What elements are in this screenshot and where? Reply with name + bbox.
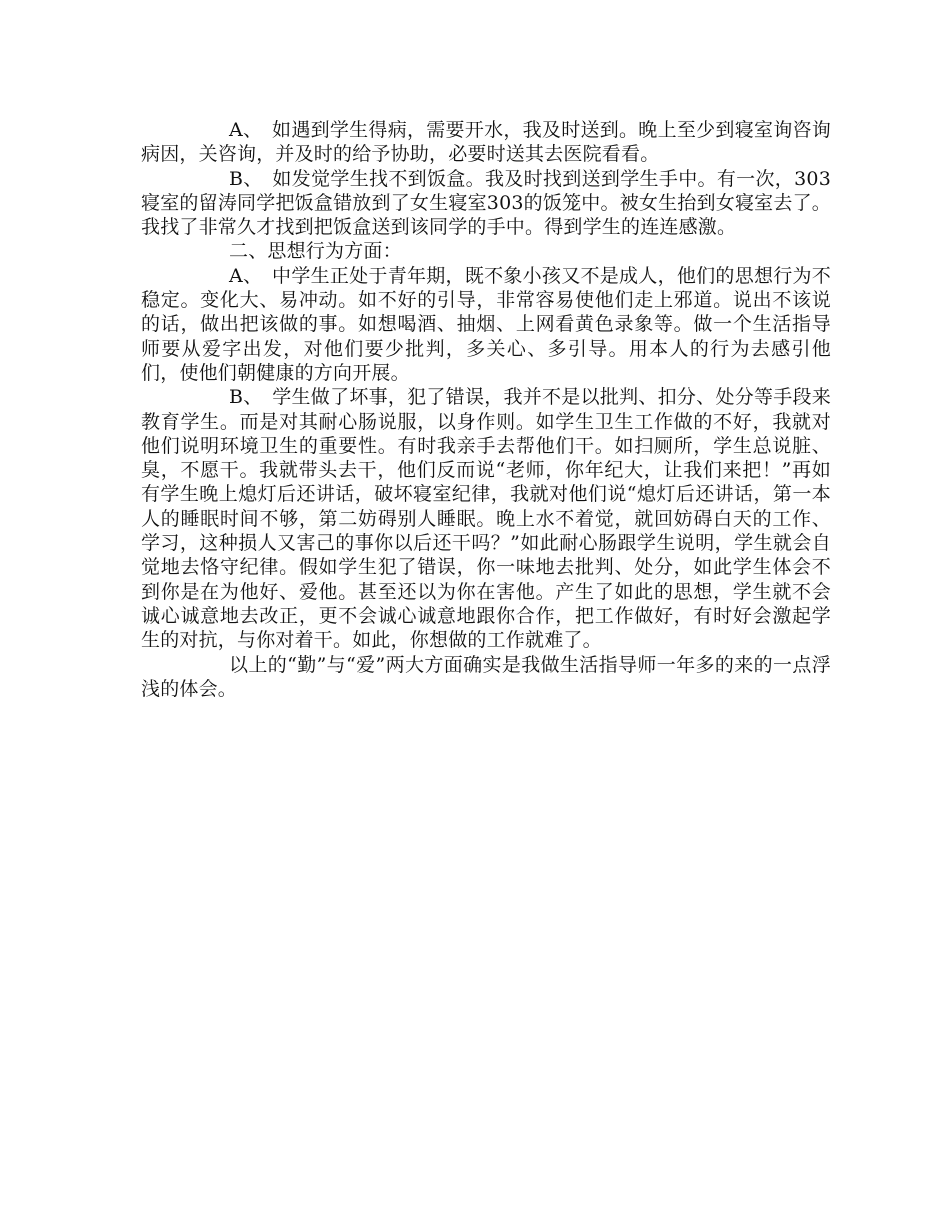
paragraph-conclusion: 以上的“勤”与“爱”两大方面确实是我做生活指导师一年多的来的一点浮浅的体会。	[141, 653, 831, 700]
paragraph-lunch-box: B、 如发觉学生找不到饭盒。我及时找到送到学生手中。有一次，303寝室的留涛同学把饭盒错放到了女生寝室303的饭笼中。被女生抬到女寝室去了。我找了非常久才找到把饭盒送到该同学的手中。得到学生的连连感激。	[141, 167, 831, 239]
paragraph-patient-persuasion: B、 学生做了坏事，犯了错误，我并不是以批判、扣分、处分等手段来教育学生。而是对其耐心肠说服，以身作则。如学生卫生工作做的不好，我就对他们说明环境卫生的重要性。有时我亲手去帮他们干。如扫厕所，学生总说脏、臭，不愿干。我就带头去干，他们反而说“老师，你年纪大，让我们来把！”再如有学生晚上熄灯后还讲话，破坏寝室纪律，我就对他们说“熄灯后还讲话，第一本人的睡眠时间不够，第二妨碍别人睡眠。晚上水不着觉，就回妨碍白天的工作、学习，这种损人又害己的事你以后还干吗？”如此耐心肠跟学生说明，学生就会自觉地去恪守纪律。假如学生犯了错误，你一味地去批判、处分，如此学生体会不到你是在为他好、爱他。甚至还以为你在害他。产生了如此的思想，学生就不会诚心诚意地去改正，更不会诚心诚意地跟你合作，把工作做好，有时好会激起学生的对抗，与你对着干。如此，你想做的工作就难了。	[141, 386, 831, 652]
paragraph-adolescence: A、 中学生正处于青年期，既不象小孩又不是成人，他们的思想行为不稳定。变化大、易冲动。如不好的引导，非常容易使他们走上邪道。说出不该说的话，做出把该做的事。如想喝酒、抽烟、上网看黄色录象等。做一个生活指导师要从爱字出发，对他们要少批判，多关心、多引导。用本人的行为去感引他们，使他们朝健康的方向开展。	[141, 264, 831, 384]
document-body	[141, 118, 831, 701]
paragraph-sick-students: A、 如遇到学生得病，需要开水，我及时送到。晚上至少到寝室询咨询病因，关咨询，并及时的给予协助，必要时送其去医院看看。	[141, 119, 831, 166]
section-heading-thought-behavior: 二、思想行为方面：	[229, 240, 402, 263]
